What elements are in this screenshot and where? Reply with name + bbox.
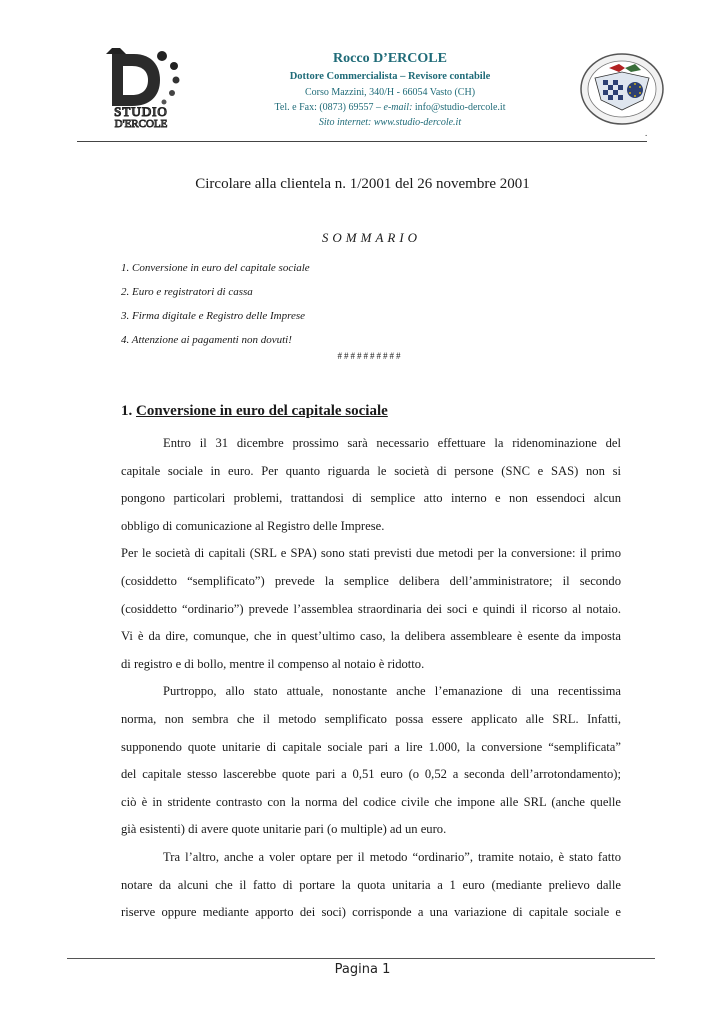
author-title: Dottore Commercialista – Revisore contabile: [289, 71, 491, 82]
studio-dercole-logo: [92, 44, 190, 128]
body-line: Vi è da dire, comunque, che in quest’ultimo caso, la delibera assembleare è esente da imposta: [121, 629, 621, 644]
header-divider: [77, 141, 647, 142]
letterhead: [250, 50, 530, 130]
phone-fax: Tel. e Fax: (0873) 69557 –: [274, 102, 384, 113]
section-body: [121, 430, 621, 927]
summary-item: 3. Firma digitale e Registro delle Imprese: [121, 310, 306, 322]
summary-item: 2. Euro e registratori di cassa: [121, 286, 253, 298]
summary-item: 4. Attenzione ai pagamenti non dovuti!: [121, 334, 292, 346]
body-line: capitale sociale in euro. Per quanto riguarda le società di persone (SNC e SAS) non si: [121, 463, 621, 478]
logo-text-line2: D'ERCOLE: [114, 118, 168, 128]
author-contacts: [250, 100, 530, 115]
body-line: Per le società di capitali (SRL e SPA) sono stati previsti due metodi per la conversione: il primo: [121, 546, 621, 561]
body-line: pongono particolari problemi, trattandosi di semplice atto interno e non essendoci alcun: [121, 491, 621, 506]
body-line: ciò è in stridente contrasto con la norma del codice civile che impone alle SRL (anche quelle: [121, 794, 621, 809]
author-address: Corso Mazzini, 340/H - 66054 Vasto (CH): [304, 87, 476, 98]
footer-divider: [67, 958, 655, 959]
body-line: norma, non sembra che il metodo semplificato possa essere applicato alle SRL. Infatti,: [121, 711, 621, 726]
body-line: Entro il 31 dicembre prossimo sarà necessario effettuare la ridenominazione del: [163, 436, 621, 450]
website-link[interactable]: www.studio-dercole.it: [373, 117, 462, 128]
summary-heading: SOMMARIO: [321, 230, 422, 245]
email-link[interactable]: info@studio-dercole.it: [412, 102, 506, 113]
header-dot: .: [645, 128, 648, 138]
circular-title: Circolare alla clientela n. 1/2001 del 26 novembre 2001: [195, 176, 530, 192]
section-number: 1.: [121, 403, 133, 419]
body-line: già esistenti) di avere quote unitarie pari (o multiple) ad un euro.: [121, 822, 447, 837]
body-line: Purtroppo, allo stato attuale, nonostante anche l’emanazione di una recentissima: [163, 684, 621, 699]
body-line: supponendo quote unitarie di capitale sociale pari a lire 1.000, la conversione “semplificata”: [121, 739, 621, 754]
body-line: (cosiddetto “semplificato”) prevede la semplice delibera dell’amministratore; il secondo: [121, 573, 621, 588]
logo-text-line1: STUDIO: [114, 104, 168, 119]
author-name: Rocco D’ERCOLE: [333, 51, 447, 66]
body-line: obbligo di comunicazione al Registro delle Imprese.: [121, 518, 385, 533]
body-line: di registro e di bollo, mentre il compenso al notaio è ridotto.: [121, 656, 425, 671]
section-title: Conversione in euro del capitale sociale: [136, 403, 388, 419]
summary-item: 1. Conversione in euro del capitale sociale: [121, 262, 310, 274]
section-heading: [121, 403, 388, 420]
email-label: e-mail:: [383, 102, 413, 113]
professional-order-emblem: [579, 52, 665, 126]
page-number: Pagina 1: [334, 962, 391, 977]
section-separator: ##########: [337, 351, 403, 361]
summary-list: [121, 256, 310, 352]
body-line: Tra l’altro, anche a voler optare per il metodo “ordinario”, tramite notaio, è stato fatto: [163, 849, 621, 864]
body-line: del capitale stesso lascerebbe quote pari a 0,51 euro (o 0,52 a seconda dell’arrotondamento);: [121, 767, 621, 782]
body-line: notare da alcuni che il fatto di portare la quota unitaria a 1 euro (mediante prelievo dalle: [121, 877, 621, 892]
body-line: riserve oppure mediante apporto dei soci) corrisponde a una variazione di capitale sociale e: [121, 905, 621, 920]
website-line: [250, 115, 530, 130]
website-label: Sito internet:: [318, 117, 374, 128]
body-line: (cosiddetto “ordinario”) prevede l’assemblea straordinaria dei soci e quindi il ricorso al notaio.: [121, 601, 621, 616]
